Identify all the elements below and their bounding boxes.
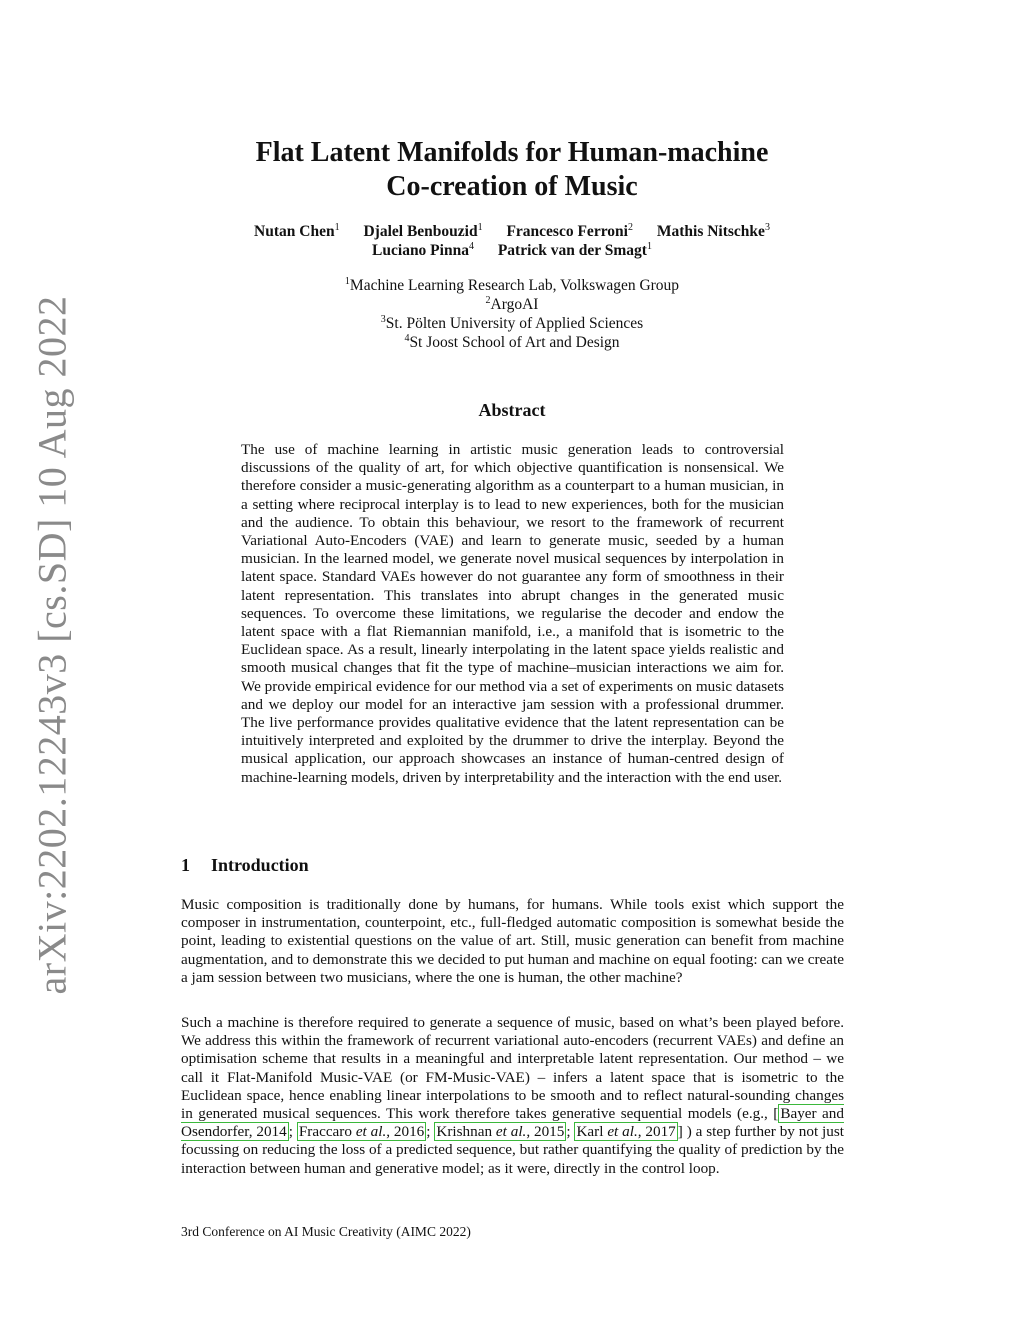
title-line-1: Flat Latent Manifolds for Human-machine: [255, 137, 769, 168]
citation-link[interactable]: Krishnan et al., 2015: [436, 1123, 565, 1141]
abstract-heading: Abstract: [478, 400, 546, 420]
conference-footer: 3rd Conference on AI Music Creativity (AIMC 2022): [181, 1224, 471, 1239]
paper-title: [180, 136, 844, 204]
abstract-text: The use of machine learning in artistic music generation leads to controversial discussions of the quality of art, for which objective quantification is nonsensical. We therefore consider a music-generating algorithm as a counterpart to a human musician, in a setting where reciprocal interplay is to lead to new experiences, both for the musician and the audience. To obtain this behaviour, we resort to the framework of recurrent Variational Auto-Encoders (VAE) and learn to generate music, seeded by a human musician. In the learned model, we generate novel musical sequences by interpolation in latent space. Standard VAEs however do not guarantee any form of smoothness in their latent representation. This translates into abrupt changes in the generated music sequences. To overcome these limitations, we regularise the decoder and endow the latent space with a flat Riemannian manifold, i.e., a manifold that is isometric to the Euclidean space. As a result, linearly interpolating in the latent space yields realistic and smooth musical changes that fit the type of machine–musician interactions we aim for. We provide empirical evidence for our method via a set of experiments on music datasets and we deploy our model for an interactive jam session with a professional drummer. The live performance provides qualitative evidence that the latent representation can be intuitively interpreted and exploited by the drummer to drive the interplay. Beyond the musical application, our approach showcases an instance of human-centred design of machine-learning models, driven by interpretability and the interaction with the end user.: [241, 441, 784, 786]
title-line-2: Co-creation of Music: [386, 171, 638, 202]
citation-link[interactable]: Karl et al., 2017: [576, 1123, 676, 1141]
author: Francesco Ferroni$^2$: [506, 222, 633, 240]
section-heading-introduction: [181, 855, 309, 876]
author-list: [180, 222, 844, 260]
author: Patrick van der Smagt$^1$: [497, 241, 652, 259]
affiliation: $^2$ArgoAI: [485, 295, 539, 313]
affiliation: $^4$St Joost School of Art and Design: [404, 333, 620, 351]
author: Mathis Nitschke$^3$: [656, 222, 770, 240]
affiliation: $^1$Machine Learning Research Lab, Volkswagen Group: [344, 276, 680, 294]
citation-link[interactable]: Fraccaro et al., 2016: [298, 1123, 425, 1141]
section-title: Introduction: [211, 855, 309, 875]
author: Nutan Chen$^1$: [254, 222, 340, 240]
arxiv-identifier[interactable]: arXiv:2202.12243v3 [cs.SD] 10 Aug 2022: [29, 295, 75, 995]
author: Luciano Pinna$^4$: [372, 241, 474, 259]
affiliation: $^3$St. Pölten University of Applied Sciences: [380, 314, 644, 332]
intro-paragraph-2: Such a machine is therefore required to generate a sequence of music, based on what’s been played before. We address this within the framework of recurrent variational auto-encoders (recurrent VAEs) and define an optimisation scheme that results in a meaningful and interpretable latent representation. Our method – we call it Flat-Manifold Music-VAE (or FM-Music-VAE) – infers a latent space that is isometric to the Euclidean space, hence enabling linear interpolations to be smooth and to reflect natural-sounding changes in generated musical sequences. This work therefore takes generative sequential models (e.g., [ Bayer and Osendorfer, 2014 ; Fraccaro et al., 2016 ; Krishnan et al., 2015 ; Karl et al., 2017 ] ) a step further by not just focussing on reducing the loss of a predicted sequence, but rather quantifying the quality of prediction by the interaction between human and generative model; as it were, directly in the control loop.: [181, 1014, 844, 1177]
citation-link[interactable]: Bayer and Osendorfer, 2014: [181, 1105, 844, 1141]
section-number: 1: [181, 855, 190, 875]
intro-paragraph-1: Music composition is traditionally done by humans, for humans. While tools exist which support the composer in instrumentation, counterpoint, etc., full-fledged automatic composition is somewhat beside the point, leading to existential questions on the value of art. Still, music generation can benefit from machine augmentation, and to demonstrate this we decided to put human and machine on equal footing: can we create a jam session between two musicians, where the one is human, the other machine?: [181, 896, 844, 986]
author: Djalel Benbouzid$^1$: [363, 222, 483, 240]
affiliation-list: [180, 276, 844, 352]
